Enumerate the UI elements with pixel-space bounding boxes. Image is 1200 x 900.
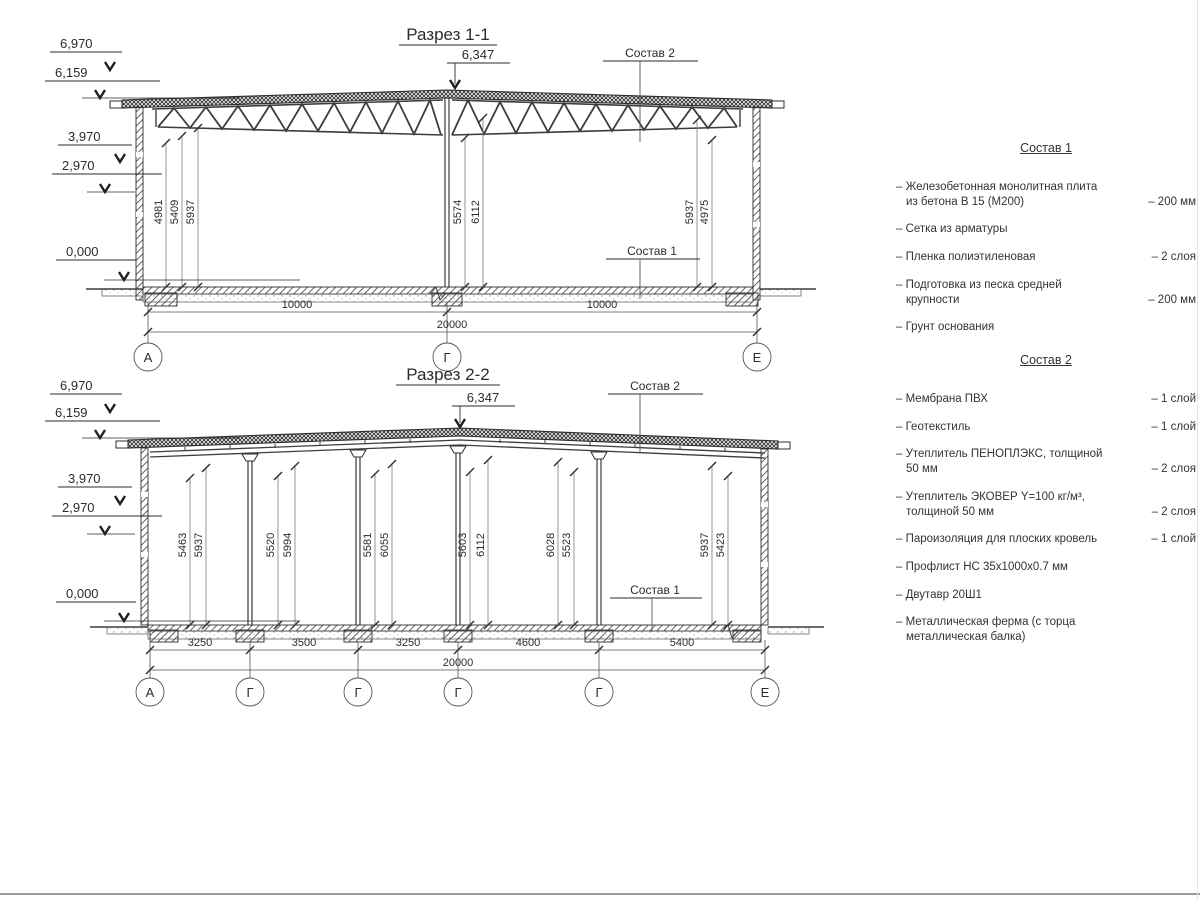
elevation-label: 0,000 [66,244,99,259]
dimension-label: 5937 [193,532,205,558]
note-item [896,420,1196,435]
dimension-label: 20000 [436,319,468,331]
note-text: – Двутавр 20Ш1 [896,588,982,601]
dimension-label: 10000 [586,299,618,311]
section-2-drawing [45,365,824,706]
dimension-label: 6112 [475,533,487,557]
dimension-label: 3500 [291,637,317,649]
elevation-label: 6,159 [55,405,88,420]
axis-label: А [145,685,155,700]
elevation-label: 6,970 [60,36,93,51]
material-list-1-heading: Состав 1 [1020,141,1072,155]
axis-label: Г [595,685,603,700]
material-list-1 [896,140,1196,348]
elevation-label: 2,970 [62,500,95,515]
callout-sostav1: Состав 1 [627,244,677,258]
dimension-label: 5574 [452,199,464,225]
dimension-label: 4981 [153,199,165,225]
note-text: – Подготовка из песка средней крупности [896,278,1062,306]
note-text: – Сетка из арматуры [896,223,1008,236]
material-list-2-heading: Состав 2 [1020,353,1072,367]
sheet-border-right [1197,0,1198,900]
note-item [896,560,1196,575]
section-1-drawing [45,25,816,371]
ridge-dimension: 6,347 [461,47,495,62]
note-text: – Профлист НС 35х1000х0.7 мм [896,561,1068,574]
dimension-label: 5581 [362,532,374,558]
note-item [896,588,1196,603]
note-value: – 2 слоя [1151,505,1196,518]
note-item [896,180,1196,209]
note-item [896,278,1196,307]
dimension-label: 5423 [715,532,727,558]
callout-sostav1: Состав 1 [630,583,680,597]
ridge-dimension: 6,347 [466,390,500,405]
dimension-label: 5937 [185,199,197,225]
dimension-label: 20000 [442,657,474,669]
dimension-label: 6028 [545,532,557,558]
note-text: – Железобетонная монолитная плита из бетона В 15 (М200) [896,181,1098,208]
elevation-label: 6,970 [60,378,93,393]
dimension-label: 10000 [281,299,313,311]
note-item [896,250,1196,265]
note-item [896,447,1196,476]
note-text: – Грунт основания [896,321,995,334]
note-value: – 2 слоя [1151,463,1196,476]
dimension-label: 3250 [395,637,421,649]
note-text: – Пароизоляция для плоских кровель [896,533,1098,546]
dimension-label: 3250 [187,637,213,649]
note-value: – 1 слой [1151,393,1196,405]
note-item [896,222,1196,237]
elevation-label: 3,970 [68,471,101,486]
elevation-label: 2,970 [62,158,95,173]
dimension-label: 5463 [177,532,189,558]
callout-sostav2: Состав 2 [625,46,675,60]
note-text: – Металлическая ферма (с торца металлическая балка) [896,616,1076,644]
elevation-label: 3,970 [68,129,101,144]
note-value: – 2 слоя [1151,251,1196,264]
sheet-border-bottom [0,893,1200,895]
axis-label: Г [246,685,254,700]
section-2-title: Разрез 2-2 [406,365,490,384]
note-value: – 200 мм [1148,293,1196,306]
note-text: – Утеплитель ПЕНОПЛЭКС, толщиной 50 мм [896,448,1103,476]
note-item [896,490,1196,519]
dimension-label: 5603 [457,532,469,558]
dimension-label: 5409 [169,199,181,225]
dimension-label: 5520 [265,532,277,558]
dimension-label: 5937 [684,199,696,225]
elevation-label: 0,000 [66,586,99,601]
material-list-2 [896,352,1196,658]
axis-label: Е [752,350,762,365]
note-text: – Мембрана ПВХ [896,393,988,405]
note-text: – Пленка полиэтиленовая [896,251,1036,264]
dimension-label: 4600 [515,637,541,649]
note-item [896,615,1196,644]
axis-label: Г [454,685,462,700]
dimension-label: 4975 [699,199,711,225]
elevation-label: 6,159 [55,65,88,80]
dimension-label: 6055 [379,532,391,558]
axis-label: А [143,350,153,365]
note-item [896,532,1196,547]
note-text: – Геотекстиль [896,420,971,433]
note-item [896,320,1196,335]
dimension-label: 5994 [282,532,294,558]
dimension-label: 5523 [561,532,573,558]
dimension-label: 5400 [669,637,695,649]
axis-label: Г [443,350,451,365]
note-value: – 1 слой [1151,533,1196,546]
dimension-label: 6112 [470,200,482,224]
note-text: – Утеплитель ЭКОВЕР Y=100 кг/м³, толщиной 50 мм [896,490,1085,518]
dimension-label: 5937 [699,532,711,558]
axis-label: Е [760,685,770,700]
callout-sostav2: Состав 2 [630,379,680,393]
note-value: – 200 мм [1148,195,1196,208]
axis-label: Г [354,685,362,700]
note-item [896,392,1196,407]
note-value: – 1 слой [1151,420,1196,433]
section-1-title: Разрез 1-1 [406,25,490,44]
